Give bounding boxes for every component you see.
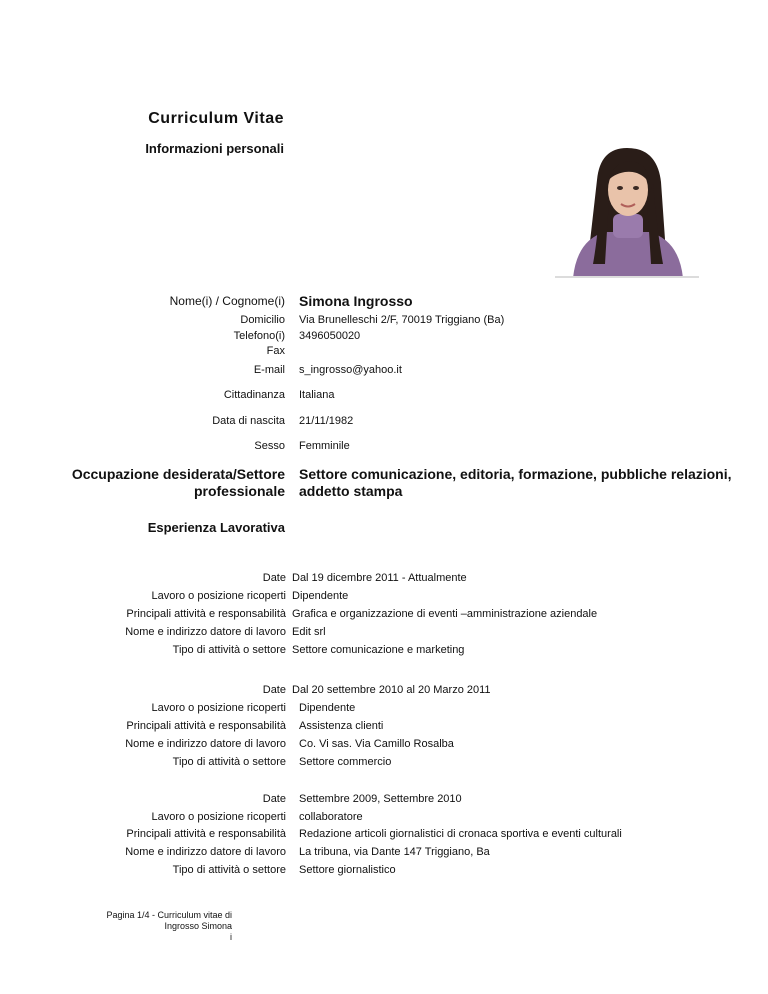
email-label: E-mail	[253, 364, 285, 376]
job2-sector: Settore commercio	[299, 756, 392, 768]
name-label: Nome(i) / Cognome(i)	[169, 294, 285, 308]
job1-date: Dal 19 dicembre 2011 - Attualmente	[292, 572, 467, 584]
footer-line3: i	[230, 932, 232, 942]
job1-employer: Edit srl	[292, 626, 326, 638]
job2-date-label: Date	[262, 684, 286, 696]
address-label: Domicilio	[240, 314, 285, 326]
occupation-label	[20, 466, 285, 500]
address-value: Via Brunelleschi 2/F, 70019 Triggiano (Ba)	[299, 314, 505, 326]
job3-employer: La tribuna, via Dante 147 Triggiano, Ba	[299, 846, 490, 858]
phone-value: 3496050020	[299, 330, 361, 342]
page-footer	[80, 910, 232, 943]
job2-employer-label: Nome e indirizzo datore di lavoro	[125, 738, 286, 750]
job2-activities-label: Principali attività e responsabilità	[126, 720, 286, 732]
job3-position: collaboratore	[299, 811, 363, 823]
job2-sector-label: Tipo di attività o settore	[172, 756, 286, 768]
job3-sector-label: Tipo di attività o settore	[172, 864, 286, 876]
job1-position-label: Lavoro o posizione ricoperti	[151, 590, 286, 602]
citizenship-label: Cittadinanza	[223, 389, 285, 401]
occupation-value-line1: Settore comunicazione, editoria, formazione, pubbliche relazioni,	[299, 466, 732, 482]
birthdate-label: Data di nascita	[212, 415, 285, 427]
profile-photo	[555, 140, 699, 278]
job1-sector-label: Tipo di attività o settore	[172, 644, 286, 656]
job1-employer-label: Nome e indirizzo datore di lavoro	[125, 626, 286, 638]
occupation-label-line1: Occupazione desiderata/Settore	[71, 466, 285, 482]
job2-position-label: Lavoro o posizione ricoperti	[151, 702, 286, 714]
job3-sector: Settore giornalistico	[299, 864, 396, 876]
occupation-label-line2: professionale	[193, 483, 285, 499]
section-personal-info: Informazioni personali	[145, 141, 284, 156]
name-value: Simona Ingrosso	[299, 293, 413, 309]
phone-label: Telefono(i)	[233, 330, 285, 342]
job2-date: Dal 20 settembre 2010 al 20 Marzo 2011	[292, 684, 491, 696]
job3-activities: Redazione articoli giornalistici di cronaca sportiva e eventi culturali	[299, 828, 622, 840]
job3-position-label: Lavoro o posizione ricoperti	[151, 811, 286, 823]
citizenship-value: Italiana	[299, 389, 335, 401]
job3-date: Settembre 2009, Settembre 2010	[299, 793, 462, 805]
job1-sector: Settore comunicazione e marketing	[292, 644, 465, 656]
job1-activities: Grafica e organizzazione di eventi –amministrazione aziendale	[292, 608, 598, 620]
job1-position: Dipendente	[292, 590, 349, 602]
job3-date-label: Date	[262, 793, 286, 805]
fax-label: Fax	[266, 345, 285, 357]
occupation-value-line2: addetto stampa	[299, 483, 403, 499]
sex-label: Sesso	[254, 440, 285, 452]
job1-activities-label: Principali attività e responsabilità	[126, 608, 286, 620]
job2-position: Dipendente	[299, 702, 356, 714]
job2-employer: Co. Vi sas. Via Camillo Rosalba	[299, 738, 454, 750]
page-title: Curriculum Vitae	[148, 110, 284, 127]
sex-value: Femminile	[299, 440, 350, 452]
footer-line1: Pagina 1/4 - Curriculum vitae di	[106, 910, 232, 920]
job2-activities: Assistenza clienti	[299, 720, 384, 732]
birthdate-value: 21/11/1982	[299, 415, 354, 427]
job1-date-label: Date	[262, 572, 286, 584]
occupation-value	[299, 466, 732, 500]
job3-employer-label: Nome e indirizzo datore di lavoro	[125, 846, 286, 858]
email-value: s_ingrosso@yahoo.it	[299, 364, 402, 376]
footer-line2: Ingrosso Simona	[164, 921, 232, 931]
job3-activities-label: Principali attività e responsabilità	[126, 828, 286, 840]
section-work-experience: Esperienza Lavorativa	[147, 520, 285, 535]
